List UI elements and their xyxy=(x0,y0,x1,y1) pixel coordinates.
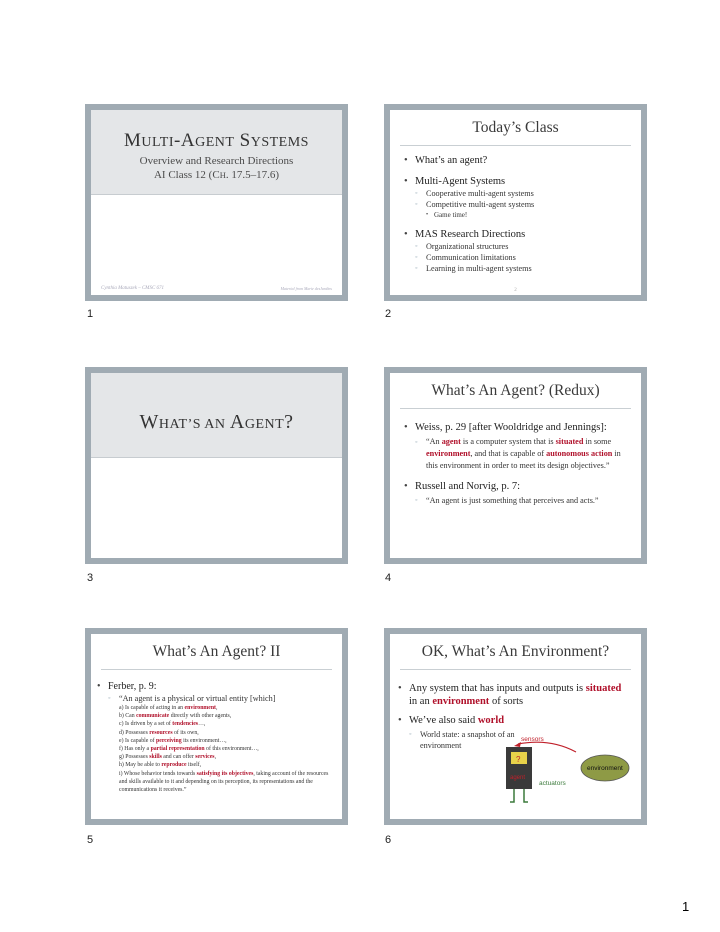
sub-bullet: ◦ World state: a snapshot of an environment xyxy=(409,730,515,750)
page-number: 1 xyxy=(682,899,690,914)
slide-2-panel xyxy=(390,110,641,295)
slide-1-title: MULTI-AGENT SYSTEMS xyxy=(124,130,309,151)
property-item: b) Can communicate directly with other agents, xyxy=(119,713,232,720)
divider xyxy=(101,669,332,670)
slide-1-panel xyxy=(91,110,342,295)
sensors-label: sensors xyxy=(521,736,544,743)
sub-bullet: ◦ Competitive multi-agent systems xyxy=(415,200,535,209)
actuators-label: actuators xyxy=(539,780,566,787)
property-item: d) Possesses resources of its own, xyxy=(119,729,199,736)
divider xyxy=(400,145,631,146)
agent-properties-list xyxy=(97,704,334,794)
bullet: • Any system that has inputs and outputs is situated in an environment of sorts xyxy=(398,682,627,708)
slide-3-panel xyxy=(91,373,342,558)
slide-2 xyxy=(384,104,647,301)
slide-1-subtitle: Overview and Research Directions xyxy=(139,155,294,167)
title-block xyxy=(91,110,342,195)
slide-2-title: Today’s Class xyxy=(472,119,559,136)
environment-label: environment xyxy=(587,765,623,772)
slide-4-title: What’s An Agent? (Redux) xyxy=(431,382,600,399)
slide-4-body xyxy=(404,417,633,506)
agent-question-label: ? xyxy=(516,755,521,764)
footer-credit: Material from Marie desJardins xyxy=(280,286,332,291)
divider xyxy=(400,408,631,409)
sub-sub-bullet: • Game time! xyxy=(426,211,468,219)
actuator-leg-left xyxy=(510,789,514,802)
slide-number-2: 2 xyxy=(385,308,392,320)
slide-number-3: 3 xyxy=(87,572,94,584)
slide-1 xyxy=(85,104,348,301)
slide-5-panel xyxy=(91,634,342,819)
slide-number-5: 5 xyxy=(87,834,94,846)
slide-number-6: 6 xyxy=(385,834,392,846)
slide-3-title: WHAT’S AN AGENT? xyxy=(139,411,294,433)
slide-6-panel xyxy=(390,634,641,819)
bullet: • Russell and Norvig, p. 7: xyxy=(404,480,633,493)
slide-5-title: What’s An Agent? II xyxy=(152,643,281,660)
slide-number-4: 4 xyxy=(385,572,392,584)
footer-author: Cynthia Matuszek – CMSC 671 xyxy=(101,286,165,291)
property-item: i) Whose behavior tends towards satisfying its objectives, taking account of the resources and skills available to it and depending on its perception, its representations and the communications it receives.” xyxy=(119,770,329,794)
slide-5-body xyxy=(97,676,334,794)
slide-4-header xyxy=(390,373,641,406)
slide-2-header xyxy=(390,110,641,143)
sub-bullet: ◦ Organizational structures xyxy=(415,242,509,251)
slide-2-body xyxy=(404,150,633,274)
property-item: f) Has only a partial representation of this environment…, xyxy=(119,746,259,753)
property-item: a) Is capable of acting in an environment, xyxy=(119,705,218,711)
bullet: • We’ve also said world xyxy=(398,714,627,727)
bullet: • MAS Research Directions xyxy=(404,228,633,241)
slide-page-number: 2 xyxy=(514,288,517,293)
bullet: • What’s an agent? xyxy=(404,154,633,167)
property-item: c) Is driven by a set of tendencies…, xyxy=(119,721,206,728)
slide-4 xyxy=(384,367,647,564)
slide-number-1: 1 xyxy=(87,308,94,320)
sub-bullet: ◦ Learning in multi-agent systems xyxy=(415,264,532,273)
slide-5-header xyxy=(91,634,342,667)
sub-bullet: ◦ Communication limitations xyxy=(415,253,516,262)
quote: ◦ “An agent is a physical or virtual entity [which] xyxy=(108,694,276,703)
slide-6 xyxy=(384,628,647,825)
slide-1-course: AI Class 12 (CH. 17.5–17.6) xyxy=(153,169,279,181)
quote: ◦ “An agent is just something that perceives and acts.” xyxy=(415,496,599,505)
sub-bullet: ◦ Cooperative multi-agent systems xyxy=(415,189,534,198)
bullet: • Weiss, p. 29 [after Wooldridge and Jennings]: xyxy=(404,421,633,434)
slide-4-panel xyxy=(390,373,641,558)
bullet: • Ferber, p. 9: xyxy=(97,680,334,693)
slide-3 xyxy=(85,367,348,564)
agent-label: agent xyxy=(510,775,526,781)
slide-5 xyxy=(85,628,348,825)
slide-6-title: OK, What’s An Environment? xyxy=(421,643,610,660)
bullet: • Multi-Agent Systems xyxy=(404,175,633,188)
title-block xyxy=(91,373,342,458)
actuator-leg-right xyxy=(524,789,528,802)
quote: ◦ “An agent is a computer system that is situated in some environment, and that is capable of autonomous action in this environment in order to meet its design objectives.” xyxy=(415,437,621,470)
property-item: g) Possesses skills and can offer services, xyxy=(119,754,217,761)
agent-environment-diagram xyxy=(390,634,641,819)
sensors-arrowhead xyxy=(514,742,521,747)
property-item: h) May be able to reproduce itself, xyxy=(119,762,202,769)
property-item: e) Is capable of perceiving its environment…, xyxy=(119,737,227,744)
